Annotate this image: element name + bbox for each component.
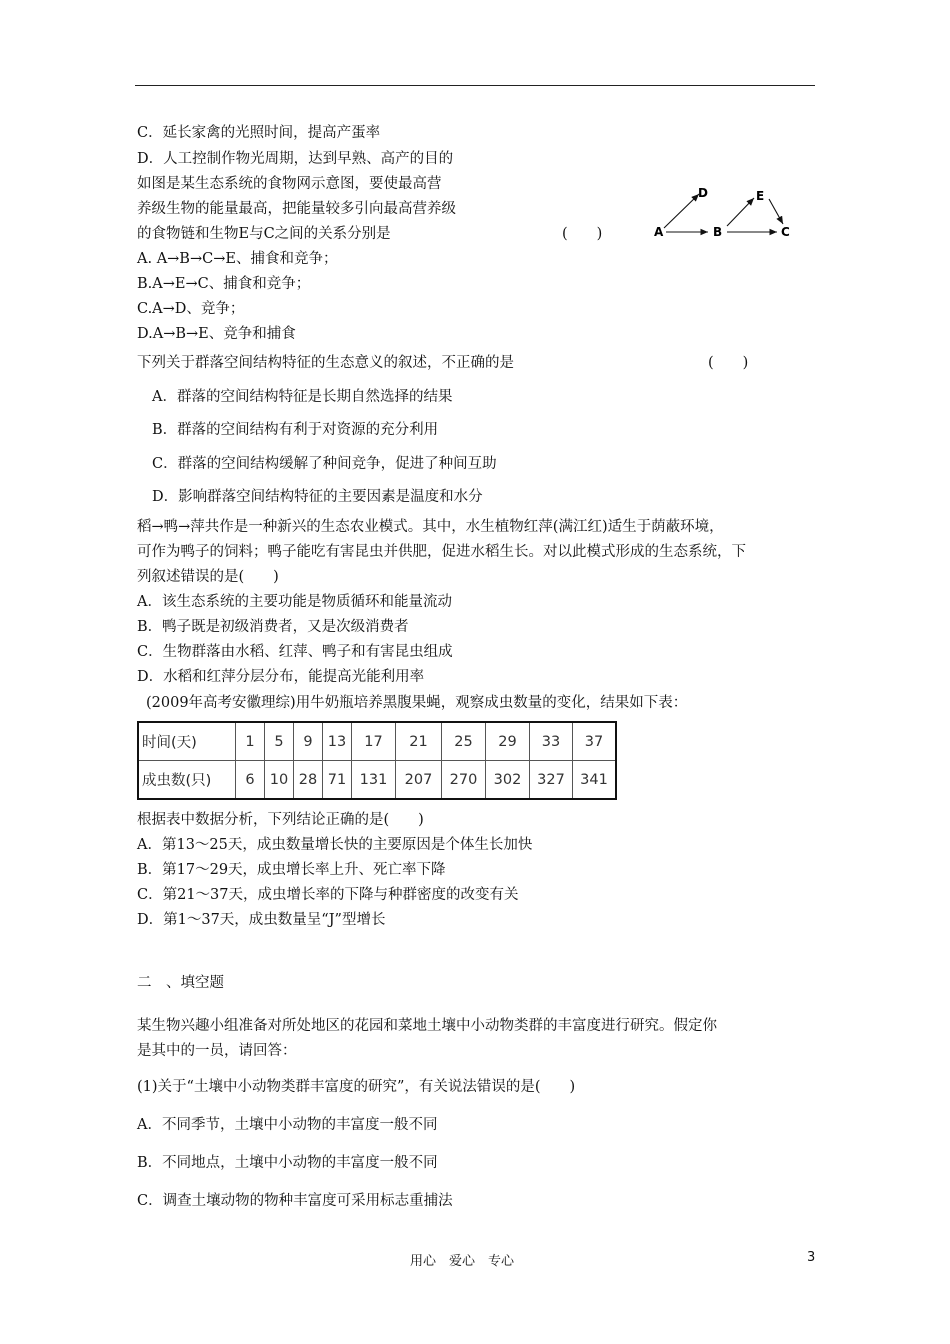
table-cell: 1 <box>236 722 265 761</box>
foodweb-option-a: A. A→B→C→E、捕食和竞争； <box>137 251 338 267</box>
header-rule <box>135 85 815 86</box>
fly-data-table <box>137 721 617 800</box>
soil-stem-2: 是其中的一员，请回答： <box>137 1043 297 1059</box>
table-cell-label: 时间(天) <box>138 722 236 761</box>
fly-option-d: D．第1～37天，成虫数量呈“J”型增长 <box>137 912 386 928</box>
arrow-b-e <box>727 198 754 226</box>
rice-stem-1: 稻→鸭→萍共作是一种新兴的生态农业模式。其中，水生植物红萍(满江红)适生于荫蔽环境， <box>137 519 724 535</box>
foodweb-stem-2: 养级生物的能量最高，把能量较多引向最高营养级 <box>137 201 456 217</box>
foodweb-option-c: C.A→D、竞争； <box>137 301 245 317</box>
foodweb-answer-paren: ( ) <box>562 226 603 242</box>
page-number: 3 <box>807 1250 816 1265</box>
food-web-diagram <box>650 182 800 242</box>
fly-stem: (2009年高考安徽理综)用牛奶瓶培养黑腹果蝇，观察成虫数量的变化，结果如下表： <box>146 695 688 711</box>
soil-option-a: A．不同季节，土壤中小动物的丰富度一般不同 <box>137 1117 438 1133</box>
node-c: C <box>781 225 790 239</box>
rice-option-a: A．该生态系统的主要功能是物质循环和能量流动 <box>137 594 452 610</box>
node-e: E <box>756 189 765 203</box>
foodweb-stem-3: 的食物链和生物E与C之间的关系分别是 <box>137 226 391 242</box>
rice-option-c: C．生物群落由水稻、红萍、鸭子和有害昆虫组成 <box>137 644 453 660</box>
community-answer-paren: ( ) <box>708 355 749 371</box>
table-cell: 302 <box>486 761 530 800</box>
community-option-a: A．群落的空间结构特征是长期自然选择的结果 <box>152 389 453 405</box>
page-footer: 用心 爱心 专心 <box>410 1254 515 1269</box>
foodweb-option-d: D.A→B→E、竞争和捕食 <box>137 326 296 342</box>
arrow-a-d <box>664 194 699 228</box>
table-cell: 17 <box>352 722 396 761</box>
rice-option-b: B．鸭子既是初级消费者，又是次级消费者 <box>137 619 409 635</box>
soil-stem-1: 某生物兴趣小组准备对所处地区的花园和菜地土壤中小动物类群的丰富度进行研究。假定你 <box>137 1018 717 1034</box>
option-d-line: D．人工控制作物光周期，达到早熟、高产的目的 <box>137 151 454 167</box>
table-cell: 71 <box>323 761 352 800</box>
community-stem: 下列关于群落空间结构特征的生态意义的叙述，不正确的是 <box>137 355 514 371</box>
table-cell: 270 <box>442 761 486 800</box>
table-cell: 13 <box>323 722 352 761</box>
table-cell: 21 <box>396 722 442 761</box>
rice-stem-2: 可作为鸭子的饲料；鸭子能吃有害昆虫并供肥，促进水稻生长。对以此模式形成的生态系统，下 <box>137 544 746 560</box>
rice-option-d: D．水稻和红萍分层分布，能提高光能利用率 <box>137 669 425 685</box>
table-cell: 28 <box>294 761 323 800</box>
table-cell: 207 <box>396 761 442 800</box>
foodweb-stem-1: 如图是某生态系统的食物网示意图，要使最高营 <box>137 176 442 192</box>
rice-stem-3: 列叙述错误的是( ) <box>137 569 279 585</box>
table-cell: 10 <box>265 761 294 800</box>
table-cell: 9 <box>294 722 323 761</box>
table-cell: 327 <box>530 761 573 800</box>
soil-option-c: C．调查土壤动物的物种丰富度可采用标志重捕法 <box>137 1193 453 1209</box>
table-row <box>138 722 616 761</box>
node-a: A <box>654 225 664 239</box>
fly-option-c: C．第21～37天，成虫增长率的下降与种群密度的改变有关 <box>137 887 519 903</box>
community-option-b: B．群落的空间结构有利于对资源的充分利用 <box>152 422 439 438</box>
section-heading: 二 、填空题 <box>137 975 224 991</box>
arrow-e-c <box>769 199 783 224</box>
table-cell: 37 <box>573 722 617 761</box>
table-cell: 25 <box>442 722 486 761</box>
table-cell: 6 <box>236 761 265 800</box>
fly-option-a: A．第13～25天，成虫数量增长快的主要原因是个体生长加快 <box>137 837 533 853</box>
fly-question: 根据表中数据分析，下列结论正确的是( ) <box>137 812 424 828</box>
fly-option-b: B．第17～29天，成虫增长率上升、死亡率下降 <box>137 862 446 878</box>
table-cell: 33 <box>530 722 573 761</box>
table-row <box>138 761 616 800</box>
table-cell-label: 成虫数(只) <box>138 761 236 800</box>
node-d: D <box>698 186 708 200</box>
community-option-d: D．影响群落空间结构特征的主要因素是温度和水分 <box>152 489 483 505</box>
foodweb-option-b: B.A→E→C、捕食和竞争； <box>137 276 311 292</box>
table-cell: 29 <box>486 722 530 761</box>
table-cell: 131 <box>352 761 396 800</box>
table-cell: 341 <box>573 761 617 800</box>
option-c-line: C．延长家禽的光照时间，提高产蛋率 <box>137 125 381 141</box>
soil-sub-question: (1)关于“土壤中小动物类群丰富度的研究”，有关说法错误的是( ) <box>137 1079 576 1095</box>
soil-option-b: B．不同地点，土壤中小动物的丰富度一般不同 <box>137 1155 438 1171</box>
node-b: B <box>713 225 723 239</box>
community-option-c: C．群落的空间结构缓解了种间竞争，促进了种间互助 <box>152 456 497 472</box>
table-cell: 5 <box>265 722 294 761</box>
